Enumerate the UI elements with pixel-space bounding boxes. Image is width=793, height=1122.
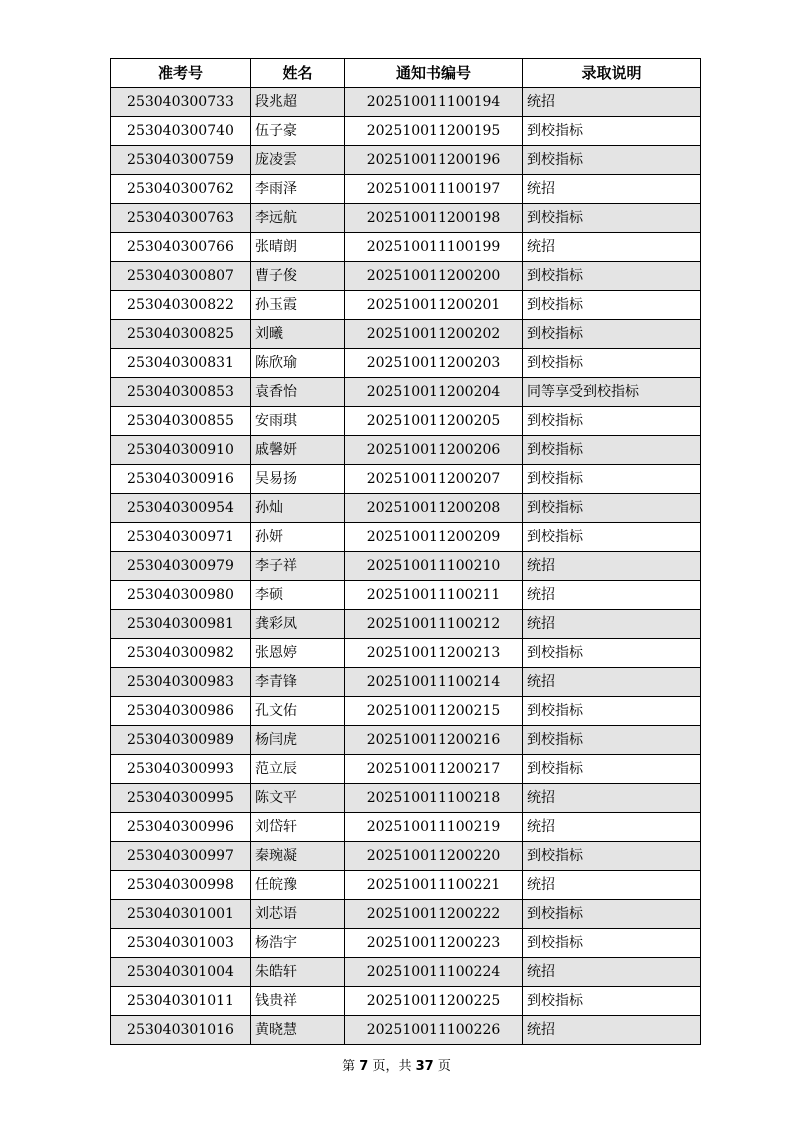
cell-admission-note: 统招 [523,88,701,117]
table-row [111,900,701,929]
cell-admission-note: 统招 [523,552,701,581]
table-row [111,494,701,523]
header-row [111,59,701,88]
cell-notice-no: 202510011200220 [345,842,523,871]
table-row [111,262,701,291]
table-row [111,175,701,204]
cell-name: 伍子豪 [251,117,345,146]
cell-name: 龚彩凤 [251,610,345,639]
cell-admission-note: 到校指标 [523,146,701,175]
cell-admission-note: 统招 [523,1016,701,1045]
cell-exam-no: 253040300980 [111,581,251,610]
cell-admission-note: 到校指标 [523,987,701,1016]
cell-admission-note: 到校指标 [523,523,701,552]
cell-name: 秦琬凝 [251,842,345,871]
table-row [111,784,701,813]
cell-exam-no: 253040301003 [111,929,251,958]
cell-admission-note: 统招 [523,233,701,262]
cell-name: 孙妍 [251,523,345,552]
table-body [111,88,701,1045]
cell-admission-note: 统招 [523,175,701,204]
cell-notice-no: 202510011200196 [345,146,523,175]
cell-exam-no: 253040300983 [111,668,251,697]
table-row [111,291,701,320]
table-row [111,639,701,668]
cell-name: 张晴朗 [251,233,345,262]
cell-notice-no: 202510011200216 [345,726,523,755]
footer-prefix: 第 [342,1059,356,1074]
cell-admission-note: 同等享受到校指标 [523,378,701,407]
cell-name: 黄晓慧 [251,1016,345,1045]
cell-notice-no: 202510011200200 [345,262,523,291]
cell-admission-note: 统招 [523,958,701,987]
cell-exam-no: 253040300855 [111,407,251,436]
cell-exam-no: 253040300759 [111,146,251,175]
cell-admission-note: 到校指标 [523,900,701,929]
cell-exam-no: 253040300910 [111,436,251,465]
cell-admission-note: 到校指标 [523,697,701,726]
cell-name: 朱皓轩 [251,958,345,987]
cell-exam-no: 253040300981 [111,610,251,639]
cell-exam-no: 253040300989 [111,726,251,755]
cell-admission-note: 到校指标 [523,842,701,871]
cell-name: 杨闫虎 [251,726,345,755]
cell-exam-no: 253040300762 [111,175,251,204]
admission-table [110,58,701,1045]
table-row [111,378,701,407]
table-row [111,842,701,871]
table-row [111,349,701,378]
cell-notice-no: 202510011100214 [345,668,523,697]
cell-admission-note: 到校指标 [523,349,701,378]
cell-notice-no: 202510011100211 [345,581,523,610]
cell-admission-note: 到校指标 [523,117,701,146]
cell-admission-note: 到校指标 [523,262,701,291]
cell-exam-no: 253040301016 [111,1016,251,1045]
cell-admission-note: 统招 [523,784,701,813]
table-row [111,146,701,175]
cell-notice-no: 202510011100210 [345,552,523,581]
cell-notice-no: 202510011100199 [345,233,523,262]
cell-admission-note: 到校指标 [523,726,701,755]
cell-exam-no: 253040300916 [111,465,251,494]
cell-notice-no: 202510011200222 [345,900,523,929]
cell-exam-no: 253040300766 [111,233,251,262]
cell-name: 李雨泽 [251,175,345,204]
cell-exam-no: 253040300740 [111,117,251,146]
header-notice-no: 通知书编号 [345,59,523,88]
cell-name: 孔文佑 [251,697,345,726]
cell-notice-no: 202510011200215 [345,697,523,726]
footer-suffix: 页 [437,1059,451,1074]
table-row [111,233,701,262]
cell-notice-no: 202510011100212 [345,610,523,639]
cell-exam-no: 253040300997 [111,842,251,871]
cell-exam-no: 253040301004 [111,958,251,987]
header-admission-note: 录取说明 [523,59,701,88]
cell-exam-no: 253040300853 [111,378,251,407]
cell-admission-note: 到校指标 [523,204,701,233]
cell-name: 杨浩宇 [251,929,345,958]
table-row [111,581,701,610]
cell-name: 任皖豫 [251,871,345,900]
cell-notice-no: 202510011100219 [345,813,523,842]
cell-notice-no: 202510011200202 [345,320,523,349]
cell-name: 孙灿 [251,494,345,523]
table-row [111,465,701,494]
cell-name: 袁香怡 [251,378,345,407]
cell-admission-note: 统招 [523,668,701,697]
cell-name: 张恩婷 [251,639,345,668]
cell-exam-no: 253040300822 [111,291,251,320]
cell-exam-no: 253040300971 [111,523,251,552]
cell-exam-no: 253040300995 [111,784,251,813]
table-row [111,1016,701,1045]
table-row [111,523,701,552]
cell-notice-no: 202510011100197 [345,175,523,204]
cell-notice-no: 202510011200205 [345,407,523,436]
cell-notice-no: 202510011200203 [345,349,523,378]
cell-admission-note: 到校指标 [523,929,701,958]
cell-exam-no: 253040300733 [111,88,251,117]
cell-name: 李硕 [251,581,345,610]
cell-notice-no: 202510011200209 [345,523,523,552]
table-row [111,610,701,639]
cell-notice-no: 202510011100224 [345,958,523,987]
table-row [111,929,701,958]
cell-name: 陈文平 [251,784,345,813]
table-row [111,668,701,697]
cell-name: 李远航 [251,204,345,233]
table-row [111,88,701,117]
cell-admission-note: 统招 [523,813,701,842]
cell-name: 钱贵祥 [251,987,345,1016]
cell-name: 李青锋 [251,668,345,697]
footer-middle: 页，共 [372,1059,412,1074]
table-row [111,117,701,146]
table-row [111,813,701,842]
table-row [111,436,701,465]
cell-name: 孙玉霞 [251,291,345,320]
cell-name: 刘曦 [251,320,345,349]
cell-exam-no: 253040300979 [111,552,251,581]
table-row [111,320,701,349]
cell-exam-no: 253040300998 [111,871,251,900]
cell-name: 安雨琪 [251,407,345,436]
cell-notice-no: 202510011200207 [345,465,523,494]
cell-notice-no: 202510011200206 [345,436,523,465]
header-name: 姓名 [251,59,345,88]
cell-exam-no: 253040300807 [111,262,251,291]
cell-notice-no: 202510011100194 [345,88,523,117]
cell-exam-no: 253040300986 [111,697,251,726]
cell-name: 李子祥 [251,552,345,581]
table-row [111,697,701,726]
cell-admission-note: 统招 [523,610,701,639]
cell-notice-no: 202510011100218 [345,784,523,813]
cell-exam-no: 253040300831 [111,349,251,378]
table-row [111,204,701,233]
cell-exam-no: 253040301011 [111,987,251,1016]
cell-exam-no: 253040300996 [111,813,251,842]
cell-name: 刘芯语 [251,900,345,929]
cell-name: 吴易扬 [251,465,345,494]
cell-name: 戚馨妍 [251,436,345,465]
cell-notice-no: 202510011200208 [345,494,523,523]
cell-name: 范立辰 [251,755,345,784]
cell-exam-no: 253040300993 [111,755,251,784]
cell-notice-no: 202510011200225 [345,987,523,1016]
cell-name: 庞凌雲 [251,146,345,175]
cell-admission-note: 到校指标 [523,755,701,784]
cell-admission-note: 统招 [523,581,701,610]
cell-admission-note: 到校指标 [523,639,701,668]
table-row [111,552,701,581]
table-row [111,726,701,755]
cell-admission-note: 到校指标 [523,291,701,320]
cell-name: 陈欣瑜 [251,349,345,378]
cell-exam-no: 253040300954 [111,494,251,523]
table-row [111,987,701,1016]
cell-admission-note: 到校指标 [523,465,701,494]
cell-admission-note: 到校指标 [523,407,701,436]
table-header [111,59,701,88]
table-row [111,755,701,784]
page-footer [0,1055,793,1074]
table-row [111,407,701,436]
cell-exam-no: 253040300825 [111,320,251,349]
cell-admission-note: 到校指标 [523,436,701,465]
cell-notice-no: 202510011200223 [345,929,523,958]
header-exam-no: 准考号 [111,59,251,88]
cell-notice-no: 202510011200201 [345,291,523,320]
cell-admission-note: 到校指标 [523,320,701,349]
cell-exam-no: 253040300982 [111,639,251,668]
table-row [111,958,701,987]
cell-exam-no: 253040300763 [111,204,251,233]
footer-total-pages: 37 [415,1059,434,1074]
cell-notice-no: 202510011200213 [345,639,523,668]
cell-notice-no: 202510011200195 [345,117,523,146]
cell-admission-note: 到校指标 [523,494,701,523]
cell-notice-no: 202510011100226 [345,1016,523,1045]
cell-notice-no: 202510011200198 [345,204,523,233]
cell-name: 曹子俊 [251,262,345,291]
cell-admission-note: 统招 [523,871,701,900]
table-row [111,871,701,900]
cell-notice-no: 202510011100221 [345,871,523,900]
cell-notice-no: 202510011200217 [345,755,523,784]
cell-notice-no: 202510011200204 [345,378,523,407]
cell-name: 刘岱轩 [251,813,345,842]
cell-name: 段兆超 [251,88,345,117]
footer-page-number: 7 [359,1059,369,1074]
cell-exam-no: 253040301001 [111,900,251,929]
